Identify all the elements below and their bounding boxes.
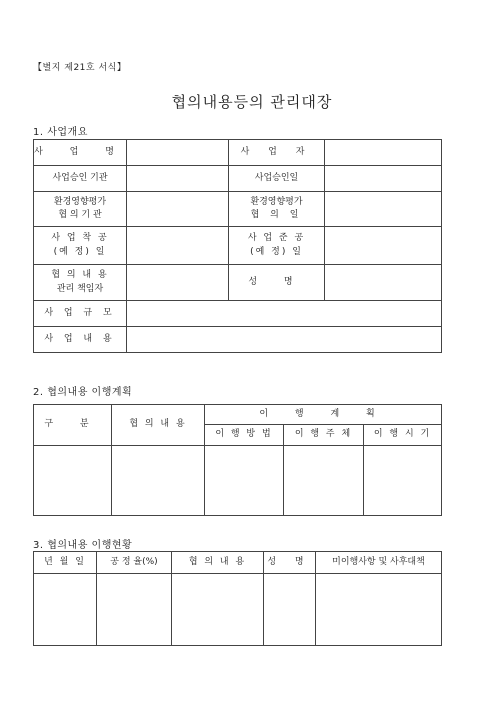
table-row bbox=[34, 227, 442, 265]
value-approval-date[interactable] bbox=[325, 166, 442, 192]
document-title: 협의내용등의 관리대장 bbox=[171, 93, 333, 111]
label-completion-date bbox=[229, 227, 325, 265]
label-manager-name: 성 명 bbox=[229, 265, 325, 301]
header-implementation-plan: 이 행 계 획 bbox=[205, 405, 442, 425]
header-date: 년 월 일 bbox=[34, 552, 97, 574]
header-method: 이 행 방 법 bbox=[205, 425, 284, 446]
header-name: 성 명 bbox=[264, 552, 316, 574]
label-line: (예 정) 일 bbox=[53, 246, 107, 257]
label-manager bbox=[34, 265, 127, 301]
business-overview-table bbox=[33, 139, 442, 353]
section-2-title: 2. 협의내용 이행계획 bbox=[33, 387, 133, 398]
header-timing: 이 행 시 기 bbox=[364, 425, 442, 446]
label-business-scale: 사 업 규 모 bbox=[34, 301, 127, 327]
label-business-operator: 사 업 자 bbox=[229, 140, 325, 166]
value-business-content[interactable] bbox=[127, 327, 442, 353]
cell-method[interactable] bbox=[205, 446, 284, 516]
label-line: 협 의 일 bbox=[250, 210, 303, 220]
table-row bbox=[34, 405, 442, 425]
header-consultation-content: 협 의 내 용 bbox=[172, 552, 264, 574]
table-row bbox=[34, 192, 442, 227]
cell-name[interactable] bbox=[264, 574, 316, 646]
label-line: 사 업 착 공 bbox=[51, 233, 109, 244]
table-row bbox=[34, 552, 442, 574]
value-business-operator[interactable] bbox=[325, 140, 442, 166]
cell-progress-rate[interactable] bbox=[97, 574, 172, 646]
cell-agent[interactable] bbox=[284, 446, 364, 516]
value-completion-date[interactable] bbox=[325, 227, 442, 265]
header-agent: 이 행 주 체 bbox=[284, 425, 364, 446]
value-eia-date[interactable] bbox=[325, 192, 442, 227]
section-3-title: 3. 협의내용 이행현황 bbox=[33, 540, 133, 551]
implementation-status-table bbox=[33, 551, 442, 646]
table-row bbox=[34, 301, 442, 327]
label-line: 환경영향평가 bbox=[53, 196, 107, 207]
header-consultation-content: 협 의 내 용 bbox=[112, 405, 205, 446]
label-line: 협 의 내 용 bbox=[51, 270, 109, 281]
section-1-title: 1. 사업개요 bbox=[33, 127, 88, 138]
label-eia-agency bbox=[34, 192, 127, 227]
cell-consultation-content[interactable] bbox=[112, 446, 205, 516]
table-row bbox=[34, 140, 442, 166]
implementation-plan-table bbox=[33, 404, 442, 516]
label-line: 사 업 준 공 bbox=[247, 233, 306, 244]
label-line: 환경영향평가 bbox=[250, 196, 303, 207]
label-approval-date: 사업승인일 bbox=[229, 166, 325, 192]
cell-date[interactable] bbox=[34, 574, 97, 646]
cell-category[interactable] bbox=[34, 446, 112, 516]
value-business-name[interactable] bbox=[127, 140, 229, 166]
value-manager-name[interactable] bbox=[325, 265, 442, 301]
label-line: 협 의 기 관 bbox=[58, 210, 102, 220]
cell-consultation-content[interactable] bbox=[172, 574, 264, 646]
table-row bbox=[34, 574, 442, 646]
cell-unfulfilled-measures[interactable] bbox=[316, 574, 442, 646]
header-category: 구 분 bbox=[34, 405, 112, 446]
value-approval-authority[interactable] bbox=[127, 166, 229, 192]
table-row bbox=[34, 327, 442, 353]
label-start-date bbox=[34, 227, 127, 265]
label-business-name: 사 업 명 bbox=[34, 140, 127, 166]
form-reference: 【별지 제21호 서식】 bbox=[33, 63, 127, 73]
label-business-content: 사 업 내 용 bbox=[34, 327, 127, 353]
value-manager[interactable] bbox=[127, 265, 229, 301]
cell-timing[interactable] bbox=[364, 446, 442, 516]
value-start-date[interactable] bbox=[127, 227, 229, 265]
value-eia-agency[interactable] bbox=[127, 192, 229, 227]
header-unfulfilled-measures: 미이행사항 및 사후대책 bbox=[316, 552, 442, 574]
label-eia-date bbox=[229, 192, 325, 227]
table-row bbox=[34, 166, 442, 192]
header-progress-rate: 공 정 율(%) bbox=[97, 552, 172, 574]
label-line: 관리 책임자 bbox=[56, 283, 104, 294]
table-row bbox=[34, 446, 442, 516]
table-row bbox=[34, 265, 442, 301]
value-business-scale[interactable] bbox=[127, 301, 442, 327]
label-approval-authority: 사업승인 기관 bbox=[34, 166, 127, 192]
label-line: (예 정) 일 bbox=[250, 246, 303, 257]
